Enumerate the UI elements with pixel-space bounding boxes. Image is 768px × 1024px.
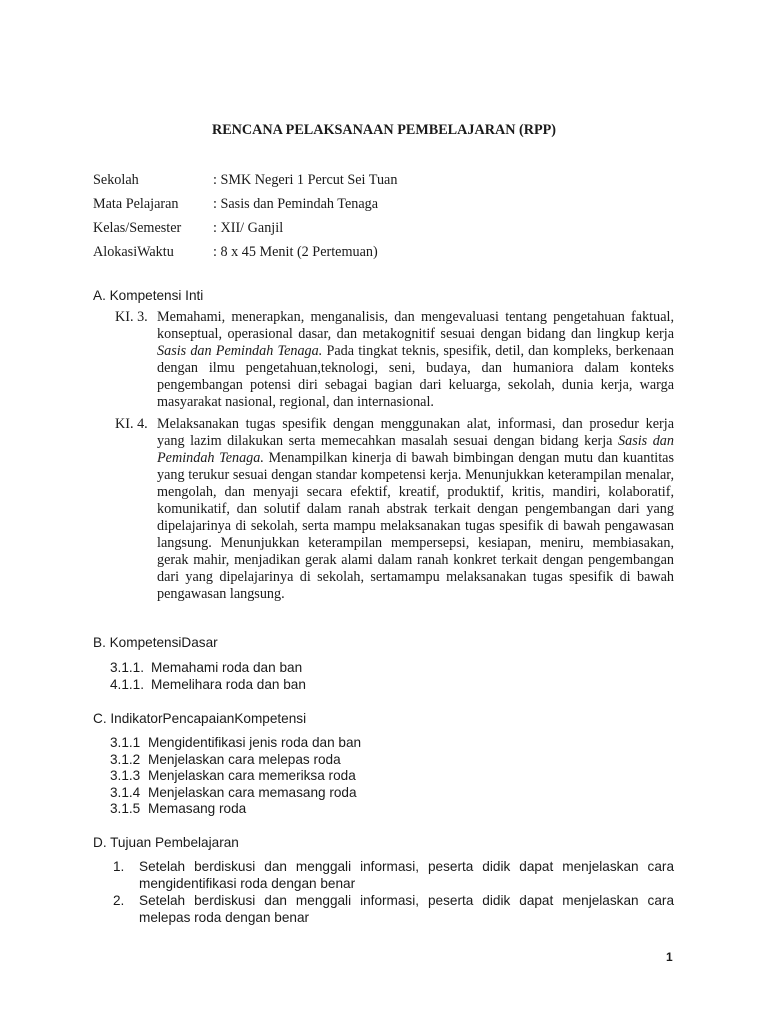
objective-number: 1. <box>113 859 125 874</box>
indicator-text: Mengidentifikasi jenis roda dan ban <box>148 735 362 750</box>
kd-number: 4.1.1. <box>110 677 145 692</box>
section-c-heading: C. IndikatorPencapaianKompetensi <box>93 711 307 726</box>
objective-text: Setelah berdiskusi dan menggali informasi, peserta didik dapat menjelaskan cara mengidentifikasi roda dengan benar <box>139 859 674 891</box>
indicator-number: 3.1.5 <box>110 801 141 816</box>
ki4-text-italic: Sasis dan Pemindah Tenaga. <box>157 433 674 466</box>
identity-value-school: : SMK Negeri 1 Percut Sei Tuan <box>213 172 398 188</box>
indicator-number: 3.1.3 <box>110 768 141 783</box>
ki4-paragraph <box>157 416 674 603</box>
indicator-text: Menjelaskan cara memeriksa roda <box>148 768 356 783</box>
identity-label-subject: Mata Pelajaran <box>93 196 179 212</box>
kd-text: Memelihara roda dan ban <box>151 677 306 692</box>
section-b-heading: B. KompetensiDasar <box>93 635 218 650</box>
ki3-text-italic: Sasis dan Pemindah Tenaga. <box>157 343 323 359</box>
kd-text: Memahami roda dan ban <box>151 660 303 675</box>
document-title: RENCANA PELAKSANAAN PEMBELAJARAN (RPP) <box>211 122 557 138</box>
indicator-number: 3.1.4 <box>110 785 141 800</box>
objective-number: 2. <box>113 893 125 908</box>
objective-text: Setelah berdiskusi dan menggali informasi, peserta didik dapat menjelaskan cara melepas roda dengan benar <box>139 893 674 925</box>
ki3-text-before: Memahami, menerapkan, menganalisis, dan mengevaluasi tentang pengetahuan faktual, konseptual, operasional dasar, dan metakognitif sesuai dengan bidang dan lingkup kerja <box>157 309 674 342</box>
identity-value-time: : 8 x 45 Menit (2 Pertemuan) <box>213 244 378 260</box>
ki4-number: KI. 4. <box>115 416 148 432</box>
ki4-text-before: Melaksanakan tugas spesifik dengan menggunakan alat, informasi, dan prosedur kerja yang lazim dilakukan serta memecahkan masalah sesuai dengan bidang kerja <box>157 416 674 449</box>
section-a-heading: A. Kompetensi Inti <box>93 288 204 303</box>
kd-number: 3.1.1. <box>110 660 145 675</box>
identity-label-time: AlokasiWaktu <box>93 244 174 260</box>
indicator-text: Menjelaskan cara melepas roda <box>148 752 341 767</box>
identity-label-school: Sekolah <box>93 172 139 188</box>
section-d-heading: D. Tujuan Pembelajaran <box>93 835 239 850</box>
ki3-paragraph <box>157 309 674 411</box>
ki4-text-after: Menampilkan kinerja di bawah bimbingan dengan mutu dan kuantitas yang terukur sesuai dengan standar kompetensi kerja. Menunjukkan keterampilan menalar, mengolah, dan menyaji secara efektif, kreatif, produktif, kritis, mandiri, kolaboratif, komunikatif, dan solutif dalam ranah abstrak terkait dengan pengembangan dari yang dipelajarinya di sekolah, serta mampu melaksanakan tugas spesifik di bawah pengawasan langsung. Menunjukkan keterampilan mempersepsi, kesiapan, meniru, membiasakan, gerak mahir, menjadikan gerak alami dalam ranah konkret terkait dengan pengembangan dari yang dipelajarinya di sekolah, sertamampu melaksanakan tugas spesifik di bawah pengawasan langsung. <box>157 450 674 602</box>
indicator-text: Menjelaskan cara memasang roda <box>148 785 357 800</box>
identity-label-class: Kelas/Semester <box>93 220 182 236</box>
indicator-text: Memasang roda <box>148 801 247 816</box>
ki3-text-after: Pada tingkat teknis, spesifik, detil, dan kompleks, berkenaan dengan ilmu pengetahuan,teknologi, seni, budaya, dan humaniora dalam konteks pengembangan potensi diri sebagai bagian dari keluarga, sekolah, dunia kerja, warga masyarakat nasional, regional, dan internasional. <box>157 343 674 410</box>
identity-value-class: : XII/ Ganjil <box>213 220 284 236</box>
page-number: 1 <box>666 950 673 964</box>
indicator-number: 3.1.2 <box>110 752 141 767</box>
ki3-number: KI. 3. <box>115 309 148 325</box>
indicator-number: 3.1.1 <box>110 735 141 750</box>
identity-value-subject: : Sasis dan Pemindah Tenaga <box>213 196 379 212</box>
